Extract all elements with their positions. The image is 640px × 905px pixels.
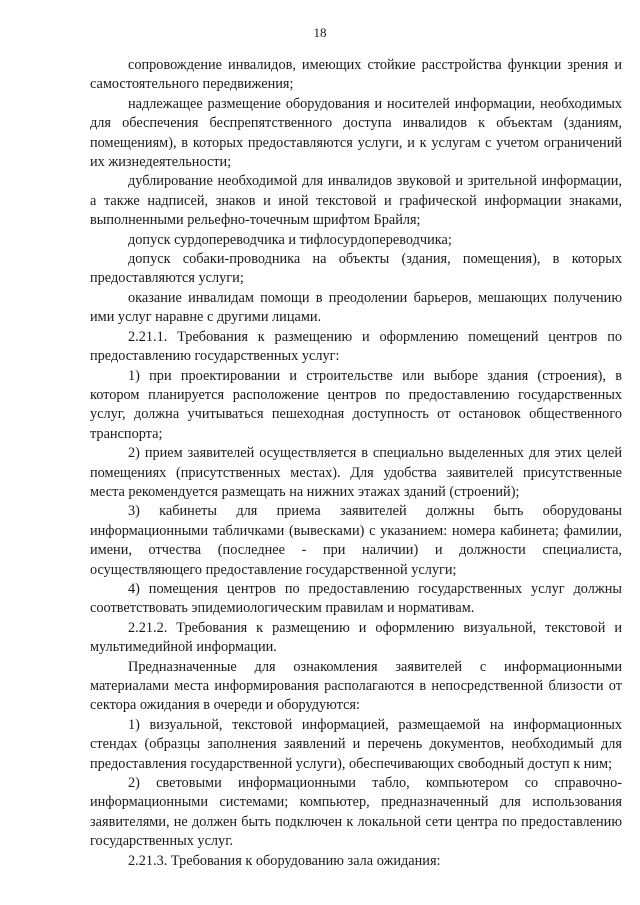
list-item: 4) помещения центров по предоставлению государственных услуг должны соответствовать эпидемиологическим правилам и нормативам. — [90, 580, 622, 617]
paragraph: допуск собаки-проводника на объекты (здания, помещения), в которых предоставляются услуги; — [90, 251, 622, 287]
list-item: 2) световыми информационными табло, компьютером со справочно-информационными системами; компьютер, предназначенный для использования заявителями, не должен быть подключен к локальной сети центра по предоставлению государственных услуг. — [90, 775, 622, 850]
list-item: 3) кабинеты для приема заявителей должны быть оборудованы информационными табличками (вывесками) с указанием: номера кабинета; фамилии, имени, отчества (последнее - при наличии) и должности специалиста, осуществляющего предоставление государственной услуги; — [90, 503, 622, 578]
document-body — [90, 56, 622, 871]
paragraph: оказание инвалидам помощи в преодолении барьеров, мешающих получению ими услуг наравне с другими лицами. — [90, 289, 622, 326]
page-number: 18 — [313, 25, 327, 40]
list-item: 1) при проектировании и строительстве или выборе здания (строения), в котором планируется расположение центров по предоставлению государственных услуг, должна учитываться пешеходная доступность от остановок общественного транспорта; — [90, 367, 622, 442]
list-item: 2) прием заявителей осуществляется в специально выделенных для этих целей помещениях (присутственных местах). Для удобства заявителей присутственные места рекомендуется размещать на нижних этажах зданий (строений); — [90, 445, 622, 500]
paragraph: Предназначенные для ознакомления заявителей с информационными материалами места информирования располагаются в непосредственной близости от сектора ожидания в очереди и оборудуются: — [90, 658, 622, 714]
section-heading: 2.21.3. Требования к оборудованию зала ожидания: — [128, 852, 441, 869]
section-heading: 2.21.1. Требования к размещению и оформлению помещений центров по предоставлению государственных услуг: — [90, 328, 622, 365]
paragraph: допуск сурдопереводчика и тифлосурдопереводчика; — [128, 231, 452, 248]
paragraph: надлежащее размещение оборудования и носителей информации, необходимых для обеспечения беспрепятственного доступа инвалидов к объектам (зданиям, помещениям), в которых предоставляются услуги, и к услугам с учетом ограничений их жизнедеятельности; — [90, 95, 622, 171]
list-item: 1) визуальной, текстовой информацией, размещаемой на информационных стендах (образцы заполнения заявлений и перечень документов, необходимый для предоставления государственной услуги), обеспечивающих свободный доступ к ним; — [90, 716, 622, 772]
paragraph: дублирование необходимой для инвалидов звуковой и зрительной информации, а также надписей, знаков и иной текстовой и графической информации знаками, выполненными рельефно-точечным шрифтом Брайля; — [90, 173, 622, 229]
paragraph: сопровождение инвалидов, имеющих стойкие расстройства функции зрения и самостоятельного передвижения; — [90, 57, 622, 93]
section-heading: 2.21.2. Требования к размещению и оформлению визуальной, текстовой и мультимедийной информации. — [90, 619, 622, 656]
